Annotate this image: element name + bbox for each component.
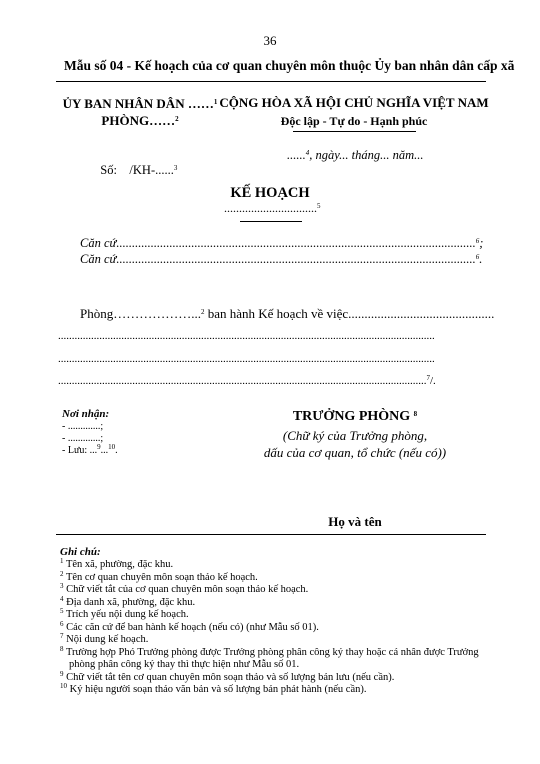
signature-title: TRƯỞNG PHÒNG $^8$ [292,409,418,424]
body-line-4: ......................................................................................................................................$^7$/. [58,374,436,387]
body-line-2: ......................................................................................................................................... [58,330,435,342]
note-item: $^8$ Trường hợp Phó Trưởng phòng được Trưởng phòng phân công ký thay hoặc cá nhân được Trưởng phòng phân công ký thay thì thực hiện như Mẫu số 01. [60,644,479,670]
note-item: $^2$ Tên cơ quan chuyên môn soạn thảo kế hoạch. [60,569,258,583]
body-first-line: Phòng………………...$^2$ ban hành Kế hoạch về việc............................................. [80,306,495,321]
subject-underline [240,221,302,222]
subject-line: ...............................$^5$ [224,201,321,215]
note-item: $^4$ Địa danh xã, phường, đặc khu. [60,594,196,608]
date-line: ......$^4$, ngày... tháng... năm... [287,148,424,162]
note-item: $^3$ Chữ viết tắt của cơ quan chuyên môn soạn thảo kế hoạch. [60,582,309,595]
body-line-3: ......................................................................................................................................... [58,353,435,365]
recipient-item: - .............; [62,421,104,432]
form-title: Mẫu số 04 - Kế hoạch của cơ quan chuyên môn thuộc Ủy ban nhân dân cấp xã [64,58,515,73]
signer-name: Họ và tên [328,514,382,529]
basis-line-2: Căn cứ...................................................................................................................$^6$. [80,252,483,266]
header-left-line1: ỦY BAN NHÂN DÂN ……$^1$ [62,96,218,111]
note-item: $^9$ Chữ viết tắt tên cơ quan chuyên môn soạn thảo và số lượng bản lưu (nếu cần). [60,669,395,683]
note-item: $^{10}$ Ký hiệu người soạn thảo văn bản và số lượng bản phát hành (nếu cần). [60,682,367,695]
note-item: $^6$ Các căn cứ để ban hành kế hoạch (nếu có) (như Mẫu số 01). [60,619,319,633]
national-title: CỘNG HÒA XÃ HỘI CHỦ NGHĨA VIỆT NAM [219,95,489,110]
document-type: KẾ HOẠCH [230,185,310,201]
note-item: $^7$ Nội dung kế hoạch. [60,632,149,645]
header-left-line2: PHÒNG……$^2$ [101,113,179,128]
note-item: $^1$ Tên xã, phường, đặc khu. [60,557,174,570]
basis-line-1: Căn cứ...................................................................................................................$^6$; [80,236,484,250]
signature-note-2: dấu của cơ quan, tổ chức (nếu có)) [263,445,447,460]
document-number: Số: /KH-......$^3$ [100,163,178,177]
recipient-storage: - Lưu: ...$^9$...$^{10}$. [62,443,118,456]
recipient-item: - .............; [62,433,104,444]
note-item: $^5$ Trích yếu nội dung kế hoạch. [60,607,189,620]
recipients-label: Nơi nhận: [62,408,110,420]
signature-note-1: (Chữ ký của Trưởng phòng, [282,428,428,443]
title-rule [56,81,486,82]
motto-underline [293,131,416,132]
notes-list [60,559,480,697]
national-motto: Độc lập - Tự do - Hạnh phúc [280,114,428,128]
notes-label: Ghi chú: [60,546,101,558]
notes-rule [56,534,486,535]
page-number: 36 [263,33,277,48]
